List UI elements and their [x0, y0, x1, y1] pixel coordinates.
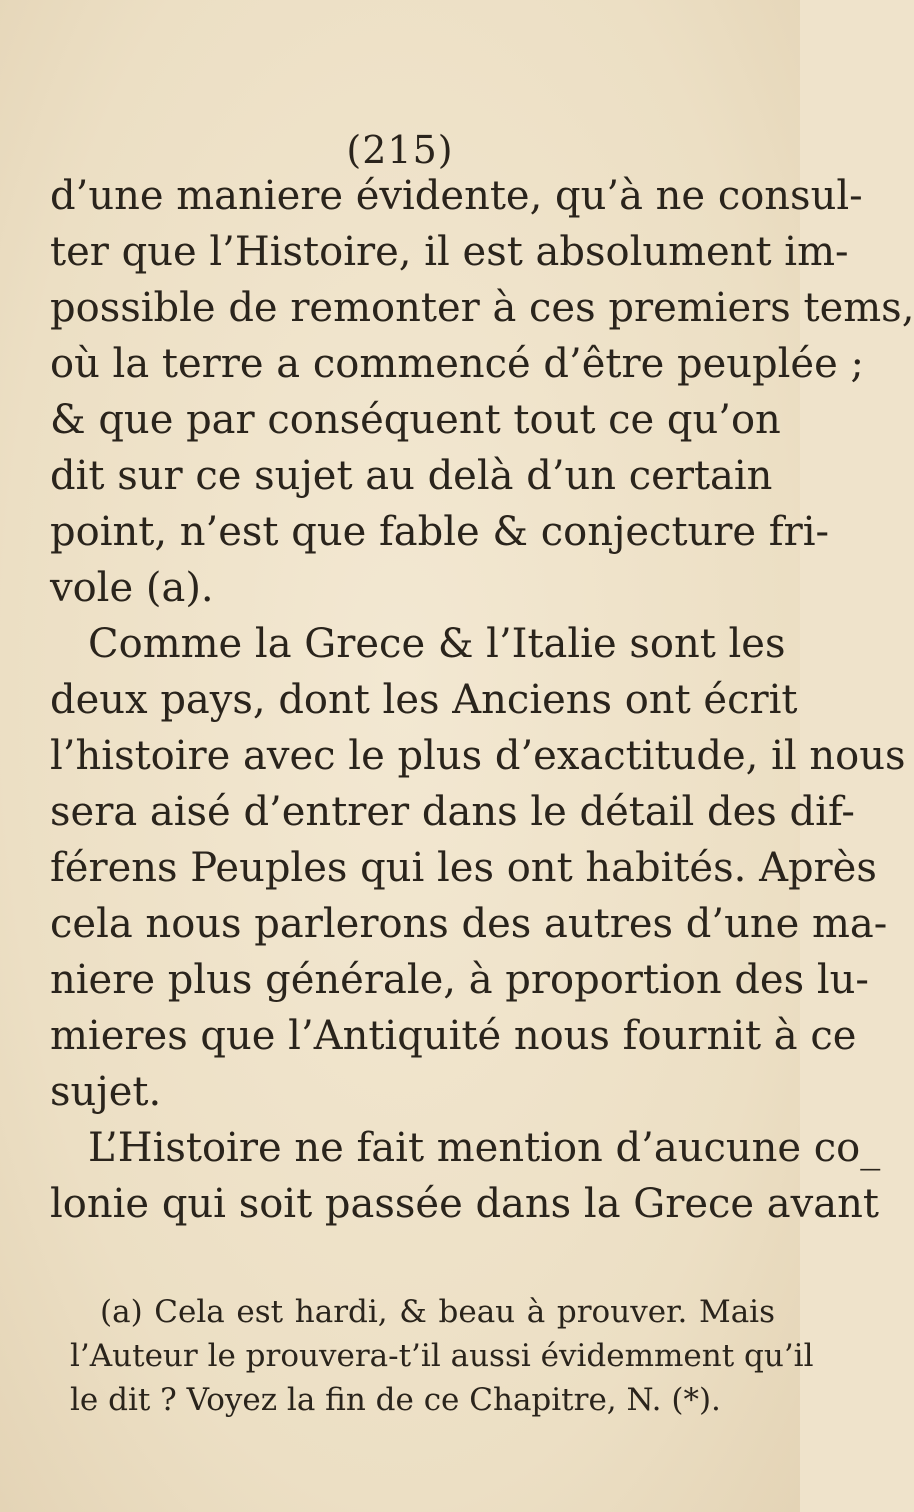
text-line: L’Histoire ne fait mention d’aucune co_ — [88, 1125, 881, 1171]
text-line: férens Peuples qui les ont habités. Après — [50, 845, 877, 891]
text-line: & que par conséquent tout ce qu’on — [50, 397, 781, 443]
paragraph-2 — [50, 616, 906, 1120]
text-line: sera aisé d’entrer dans le détail des dif- — [50, 789, 855, 835]
text-line: mieres que l’Antiquité nous fournit à ce — [50, 1013, 857, 1059]
text-line: possible de remonter à ces premiers tems, — [50, 285, 914, 331]
text-line: dit sur ce sujet au delà d’un certain — [50, 453, 773, 499]
page-number: (215) — [346, 128, 454, 172]
paragraph-3 — [50, 1120, 881, 1232]
main-text — [50, 168, 914, 1232]
text-line: d’une maniere évidente, qu’à ne consul- — [50, 173, 863, 219]
footnote-line: le dit ? Voyez la fin de ce Chapitre, N. (*). — [70, 1382, 721, 1418]
text-line: Comme la Grece & l’Italie sont les — [88, 621, 786, 667]
text-line: niere plus générale, à proportion des lu- — [50, 957, 869, 1003]
text-line: lonie qui soit passée dans la Grece avant — [50, 1181, 879, 1227]
text-line: point, n’est que fable & conjecture fri- — [50, 509, 830, 555]
text-line: deux pays, dont les Anciens ont écrit — [50, 677, 798, 723]
text-line: où la terre a commencé d’être peuplée ; — [50, 341, 864, 387]
text-line: ter que l’Histoire, il est absolument im- — [50, 229, 849, 275]
text-line: vole (a). — [50, 565, 214, 611]
footnote — [70, 1290, 814, 1422]
footnote-line: l’Auteur le prouvera-t’il aussi évidemment qu’il — [70, 1338, 814, 1374]
text-line: cela nous parlerons des autres d’une ma- — [50, 901, 888, 947]
text-line: l’histoire avec le plus d’exactitude, il nous — [50, 733, 906, 779]
paragraph-1 — [50, 168, 914, 616]
footnote-line: (a) Cela est hardi, & beau à prouver. Mais — [100, 1294, 775, 1330]
text-line: sujet. — [50, 1069, 162, 1115]
